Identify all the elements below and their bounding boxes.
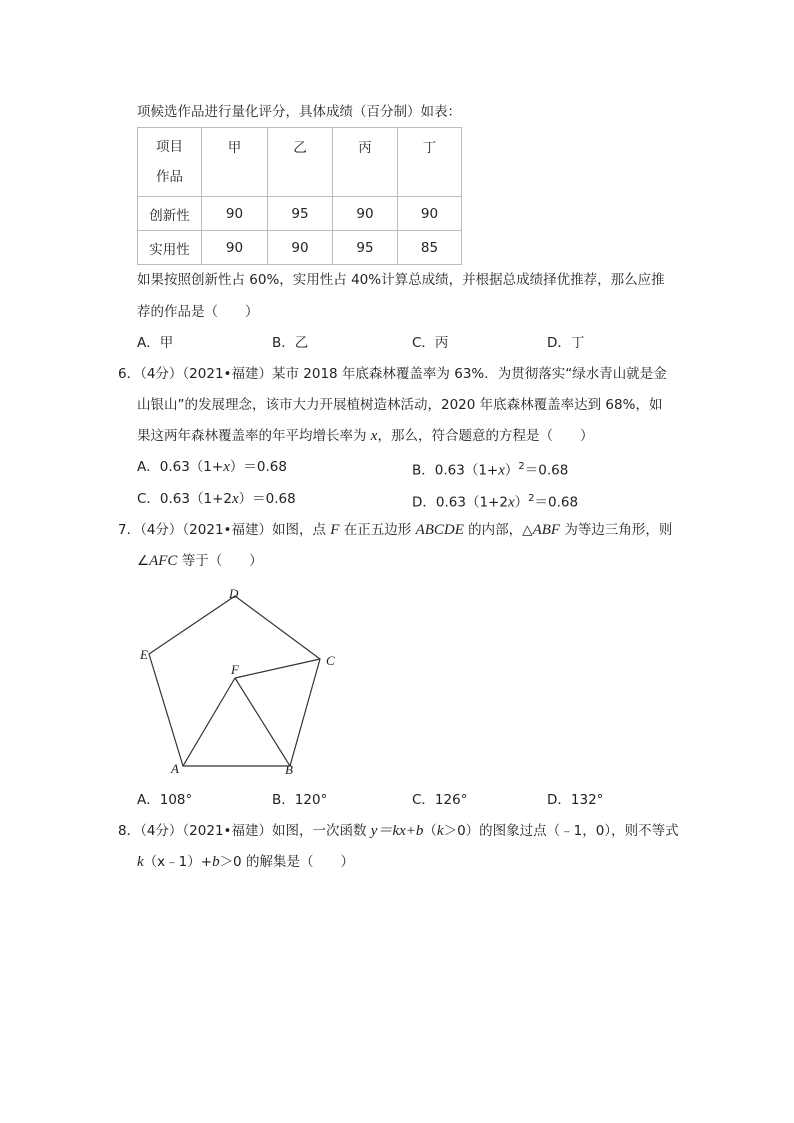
q7-option-d[interactable]: D．132° <box>547 792 604 808</box>
q7-line1: 7．（4分）（2021•福建）如图，点 F 在正五边形 ABCDE 的内部，△ABF 为等边三角形，则 <box>118 522 673 538</box>
q6-option-a[interactable]: A．0.63（1+x）＝0.68 <box>137 459 287 475</box>
q5-text-line1: 如果按照创新性占 60%，实用性占 40%计算总成绩，并根据总成绩择优推荐，那么应推 <box>137 272 665 288</box>
q6-option-c[interactable]: C．0.63（1+2x）＝0.68 <box>137 491 296 507</box>
column-header: 乙 <box>268 128 333 197</box>
q7-option-a[interactable]: A．108° <box>137 792 193 808</box>
table-cell: 95 <box>333 231 398 265</box>
q5-option-b[interactable]: B．乙 <box>272 335 309 351</box>
q6-line3: 果这两年森林覆盖率的年平均增长率为 x，那么，符合题意的方程是（ ） <box>137 428 594 444</box>
label-a: A <box>171 761 179 776</box>
q6-option-d[interactable]: D．$0.63(1+2x)^2=0.68$ <box>412 493 579 511</box>
table-row <box>138 231 462 265</box>
q5-option-d[interactable]: D．丁 <box>547 335 585 351</box>
label-e: E <box>140 647 148 662</box>
label-d: D <box>229 586 239 601</box>
table-cell: 90 <box>202 231 268 265</box>
row-label: 实用性 <box>138 231 202 265</box>
score-table <box>137 127 462 265</box>
q7-option-c[interactable]: C．126° <box>412 792 468 808</box>
q7-option-b[interactable]: B．120° <box>272 792 328 808</box>
segment-af <box>183 678 235 766</box>
q5-option-a[interactable]: A．甲 <box>137 335 174 351</box>
pentagon-abcde <box>149 596 320 766</box>
corner-top: 项目 <box>156 139 183 155</box>
table-cell: 95 <box>268 197 333 231</box>
segment-bf <box>235 678 290 766</box>
label-b: B <box>285 762 293 777</box>
table-cell: 90 <box>268 231 333 265</box>
table-row <box>138 197 462 231</box>
label-f: F <box>231 662 239 677</box>
q5-option-c[interactable]: C．丙 <box>412 335 449 351</box>
q6-line2: 山银山”的发展理念，该市大力开展植树造林活动，2020 年底森林覆盖率达到 68%，如 <box>137 397 663 413</box>
table-cell: 85 <box>398 231 462 265</box>
column-header: 丁 <box>398 128 462 197</box>
table-cell: 90 <box>333 197 398 231</box>
q6-option-b[interactable]: B．$0.63(1+x)^2=0.68$ <box>412 461 569 479</box>
q8-line1: 8．（4分）（2021•福建）如图，一次函数 y＝kx+b（k＞0）的图象过点（﹣1，0），则不等式 <box>118 823 679 839</box>
q8-line2: k（x﹣1）+b＞0 的解集是（ ） <box>137 854 354 870</box>
q5-intro: 项候选作品进行量化评分，具体成绩（百分制）如表： <box>137 104 461 120</box>
pentagon-figure <box>130 580 350 780</box>
column-header: 甲 <box>202 128 268 197</box>
q7-line2: ∠AFC 等于（ ） <box>137 553 263 569</box>
table-cell: 90 <box>398 197 462 231</box>
label-c: C <box>326 653 335 668</box>
table-corner-cell <box>138 128 202 197</box>
q6-line1: 6．（4分）（2021•福建）某市 2018 年底森林覆盖率为 63%．为贯彻落实“绿水青山就是金 <box>118 366 667 382</box>
table-cell: 90 <box>202 197 268 231</box>
row-label: 创新性 <box>138 197 202 231</box>
corner-bottom: 作品 <box>156 169 183 185</box>
segment-fc <box>235 659 320 678</box>
q5-text-line2: 荐的作品是（ ） <box>137 304 259 320</box>
column-header: 丙 <box>333 128 398 197</box>
